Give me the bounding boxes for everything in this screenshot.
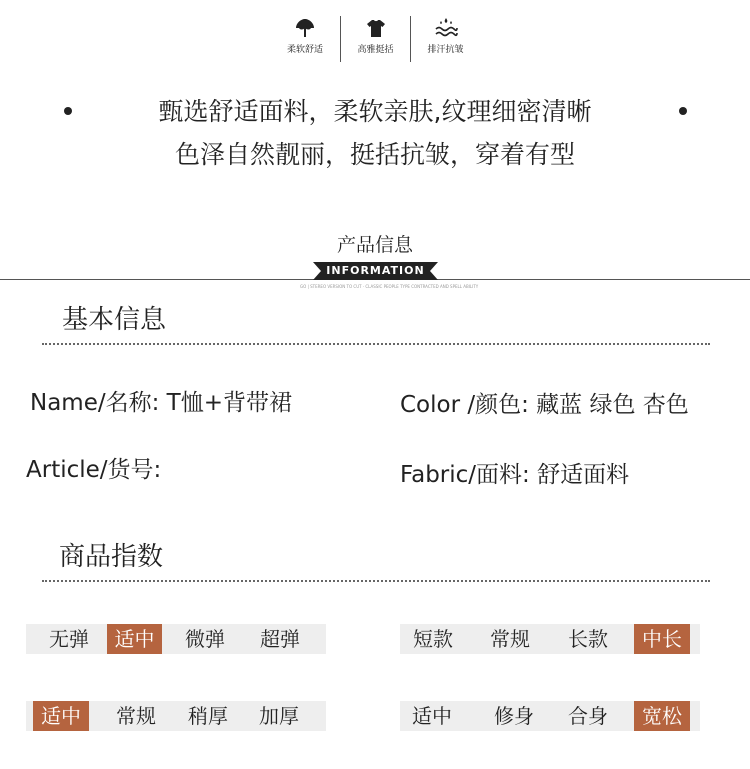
feature-sweat [410, 16, 480, 62]
index-option: 常规 [116, 704, 156, 728]
banner-text: INFORMATION [326, 264, 425, 277]
shirt-icon [364, 16, 388, 40]
feature-label: 柔软舒适 [286, 45, 323, 55]
index-option: 无弹 [49, 627, 89, 651]
dotted-divider [42, 343, 710, 345]
feature-label: 排汗抗皱 [427, 45, 464, 55]
dotted-divider [42, 580, 710, 582]
bullet-dot [679, 107, 687, 115]
color-field: Color /颜色: 藏蓝 绿色 杏色 [400, 392, 689, 418]
information-banner [313, 262, 438, 280]
index-option: 适中 [412, 704, 452, 728]
fit-scale [400, 701, 700, 731]
article-field: Article/货号: [26, 457, 162, 483]
length-scale [400, 624, 700, 654]
intro-line-2: 色泽自然靓丽，挺括抗皱，穿着有型 [174, 140, 575, 169]
index-option: 微弹 [185, 627, 225, 651]
elasticity-scale [26, 624, 326, 654]
basic-info-title: 基本信息 [62, 305, 167, 335]
index-option: 修身 [494, 704, 534, 728]
index-option: 长款 [568, 627, 608, 651]
tree-icon [293, 16, 317, 40]
bullet-dot [64, 107, 72, 115]
thickness-scale [26, 701, 326, 731]
index-option: 稍厚 [188, 704, 228, 728]
index-option: 常规 [490, 627, 530, 651]
fabric-field: Fabric/面料: 舒适面料 [400, 462, 630, 488]
sweat-wave-icon [434, 16, 458, 40]
feature-soft [270, 16, 340, 62]
info-subtitle: GO | STEREO VERSION TO CUT · CLASSIC PEOPLE TYPE CONTRACTED AND SPELL ABILITY [300, 284, 479, 289]
index-option: 中长 [634, 624, 690, 654]
feature-icons [270, 16, 480, 62]
info-title: 产品信息 [336, 234, 413, 256]
product-index-title: 商品指数 [59, 542, 164, 572]
index-option: 合身 [568, 704, 608, 728]
feature-crisp [340, 16, 410, 62]
index-option: 宽松 [634, 701, 690, 731]
name-field: Name/名称: T恤+背带裙 [30, 390, 292, 416]
intro-line-1: 甄选舒适面料，柔软亲肤,纹理细密清晰 [158, 97, 592, 126]
index-option: 适中 [33, 701, 89, 731]
index-option: 超弹 [260, 627, 300, 651]
index-option: 适中 [107, 624, 162, 654]
index-option: 短款 [413, 627, 453, 651]
index-option: 加厚 [259, 704, 299, 728]
feature-label: 高雅挺括 [357, 45, 394, 55]
